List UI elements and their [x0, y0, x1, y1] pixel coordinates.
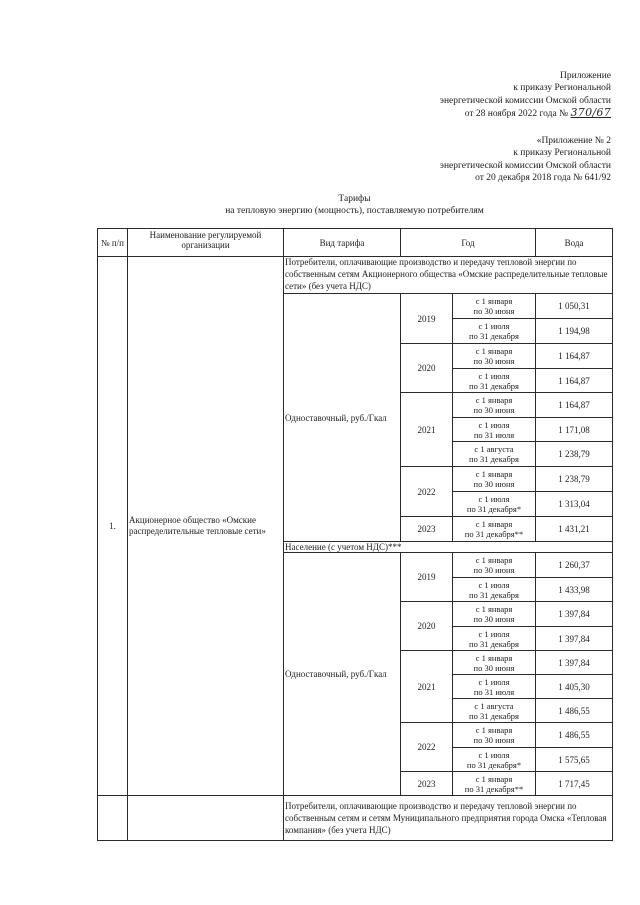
- period-cell: [453, 578, 536, 602]
- period-to: по 31 декабря: [469, 589, 519, 600]
- water-tariff-value: 1 260,37: [536, 553, 613, 578]
- period-to: по 31 декабря: [469, 380, 519, 391]
- year-cell: 2020: [401, 602, 453, 651]
- water-tariff-value: 1 397,84: [536, 627, 613, 651]
- tariff-type: Одноставочный, руб./Гкал: [284, 553, 401, 796]
- water-tariff-value: 1 433,98: [536, 578, 613, 602]
- period-cell: [453, 517, 536, 542]
- period-cell: [453, 467, 536, 492]
- water-tariff-value: 1 575,65: [536, 748, 613, 772]
- period-from: с 1 июля: [478, 321, 510, 331]
- consumer-group-label: Потребители, оплачивающие производство и передачу тепловой энергии по собственным сетям Акционерного общества «Омские распределительные тепловые сети» (без учета НДС): [284, 257, 613, 294]
- period-cell: [453, 748, 536, 772]
- period-to: по 30 июня: [473, 662, 515, 673]
- water-tariff-value: 1 486,55: [536, 723, 613, 748]
- tariff-table: [97, 228, 613, 841]
- appendix-date-prefix: от 28 ноября 2022 года №: [464, 108, 569, 119]
- water-tariff-value: 1 050,31: [536, 294, 613, 319]
- period-to: по 30 июня: [473, 405, 515, 415]
- period-from: с 1 июля: [478, 749, 510, 760]
- period-to: по 30 июня: [473, 614, 515, 624]
- year-cell: 2022: [401, 467, 453, 517]
- water-tariff-value: 1 313,04: [536, 492, 613, 517]
- water-tariff-value: 1 238,79: [536, 442, 613, 467]
- row-number: 1.: [98, 257, 128, 796]
- period-from: с 1 июля: [478, 628, 510, 639]
- document-subheading: на тепловую энергию (мощность), поставляемую потребителям: [225, 206, 484, 216]
- period-to: по 30 июня: [473, 735, 515, 745]
- appendix-header-original: [440, 135, 611, 184]
- handwritten-order-number: 370/67: [570, 105, 611, 119]
- year-cell: 2019: [401, 553, 453, 602]
- period-from: с 1 июля: [478, 676, 510, 687]
- period-from: с 1 января: [475, 773, 513, 784]
- water-tariff-value: 1 486,55: [536, 699, 613, 723]
- appendix-title: Приложение: [560, 71, 611, 81]
- period-to: по 30 июня: [473, 565, 515, 575]
- appendix-date-line: [440, 107, 611, 120]
- period-to: по 30 июня: [473, 479, 515, 489]
- period-cell: [453, 492, 536, 517]
- year-cell: 2021: [401, 651, 453, 723]
- period-cell: [453, 772, 536, 796]
- water-tariff-value: 1 164,87: [536, 344, 613, 369]
- period-to: по 31 июля: [473, 686, 515, 697]
- year-cell: 2020: [401, 344, 453, 393]
- water-tariff-value: 1 405,30: [536, 675, 613, 699]
- period-from: с 1 января: [475, 519, 513, 529]
- period-cell: [453, 675, 536, 699]
- period-from: с 1 июля: [478, 494, 510, 504]
- appendix-order-ref: к приказу Региональной: [513, 148, 611, 159]
- period-from: с 1 января: [475, 346, 513, 356]
- water-tariff-value: 1 397,84: [536, 651, 613, 675]
- col-header-number: № п/п: [98, 229, 128, 257]
- period-from: с 1 июля: [478, 579, 510, 590]
- period-cell: [453, 699, 536, 723]
- appendix-authority: энергетической комиссии Омской области: [439, 95, 611, 106]
- period-cell: [453, 723, 536, 748]
- period-from: с 1 июля: [478, 370, 510, 381]
- year-cell: 2021: [401, 393, 453, 467]
- period-cell: [453, 553, 536, 578]
- period-to: по 31 декабря: [469, 454, 519, 464]
- period-from: с 1 августа: [474, 700, 514, 711]
- table-row: [98, 796, 613, 841]
- period-from: с 1 января: [475, 604, 513, 614]
- period-cell: [453, 294, 536, 319]
- water-tariff-value: 1 397,84: [536, 602, 613, 627]
- period-cell: [453, 344, 536, 369]
- appendix-title: «Приложение № 2: [536, 136, 611, 146]
- period-cell: [453, 627, 536, 651]
- period-cell: [453, 602, 536, 627]
- water-tariff-value: 1 717,45: [536, 772, 613, 796]
- period-to: по 31 декабря**: [464, 529, 524, 539]
- appendix-order-ref: к приказу Региональной: [513, 83, 611, 94]
- period-from: с 1 января: [475, 469, 513, 479]
- year-cell: 2023: [401, 772, 453, 796]
- organization-name-empty: [128, 796, 284, 841]
- consumer-group-label: Население (с учетом НДС)***: [284, 542, 613, 553]
- document-heading: Тарифы: [338, 194, 371, 204]
- tariff-type: Одноставочный, руб./Гкал: [284, 294, 401, 542]
- period-from: с 1 июля: [478, 419, 510, 430]
- period-cell: [453, 319, 536, 344]
- period-to: по 31 декабря: [469, 331, 519, 341]
- period-to: по 31 декабря: [469, 710, 519, 721]
- appendix-date-line: от 20 декабря 2018 года № 641/92: [475, 172, 611, 183]
- water-tariff-value: 1 164,87: [536, 369, 613, 393]
- year-cell: 2019: [401, 294, 453, 344]
- document-title: [97, 193, 612, 217]
- appendix-authority: энергетической комиссии Омской области: [439, 160, 611, 171]
- period-to: по 30 июня: [473, 356, 515, 366]
- year-cell: 2022: [401, 723, 453, 772]
- period-to: по 31 декабря*: [466, 759, 522, 770]
- period-cell: [453, 393, 536, 418]
- col-header-water: Вода: [536, 229, 613, 257]
- organization-name: Акционерное общество «Омские распределительные тепловые сети»: [128, 257, 284, 796]
- period-cell: [453, 651, 536, 675]
- period-to: по 31 декабря*: [466, 504, 522, 514]
- water-tariff-value: 1 431,21: [536, 517, 613, 542]
- period-from: с 1 января: [475, 395, 513, 405]
- water-tariff-value: 1 238,79: [536, 467, 613, 492]
- row-number-empty: [98, 796, 128, 841]
- col-header-year: Год: [401, 229, 536, 257]
- period-from: с 1 января: [475, 725, 513, 735]
- period-to: по 30 июня: [473, 306, 515, 316]
- period-cell: [453, 442, 536, 467]
- water-tariff-value: 1 164,87: [536, 393, 613, 418]
- consumer-group-label: Потребители, оплачивающие производство и передачу тепловой энергии по собственным сетям и сетям Муниципального предприятия города Омска «Тепловая компания» (без учета НДС): [284, 796, 613, 841]
- period-from: с 1 августа: [474, 444, 514, 454]
- appendix-header-current: [440, 70, 611, 120]
- period-cell: [453, 369, 536, 393]
- period-from: с 1 января: [475, 296, 513, 306]
- table-row: [98, 257, 613, 294]
- col-header-tariff-type: Вид тарифа: [284, 229, 401, 257]
- table-header-row: [98, 229, 613, 257]
- period-from: с 1 января: [475, 652, 513, 663]
- water-tariff-value: 1 194,98: [536, 319, 613, 344]
- period-cell: [453, 418, 536, 442]
- period-to: по 31 декабря**: [464, 783, 524, 794]
- year-cell: 2023: [401, 517, 453, 542]
- period-from: с 1 января: [475, 555, 513, 565]
- period-to: по 31 декабря: [469, 638, 519, 649]
- period-to: по 31 июля: [473, 429, 515, 440]
- col-header-organization: Наименование регулируемой организации: [128, 229, 284, 257]
- water-tariff-value: 1 171,08: [536, 418, 613, 442]
